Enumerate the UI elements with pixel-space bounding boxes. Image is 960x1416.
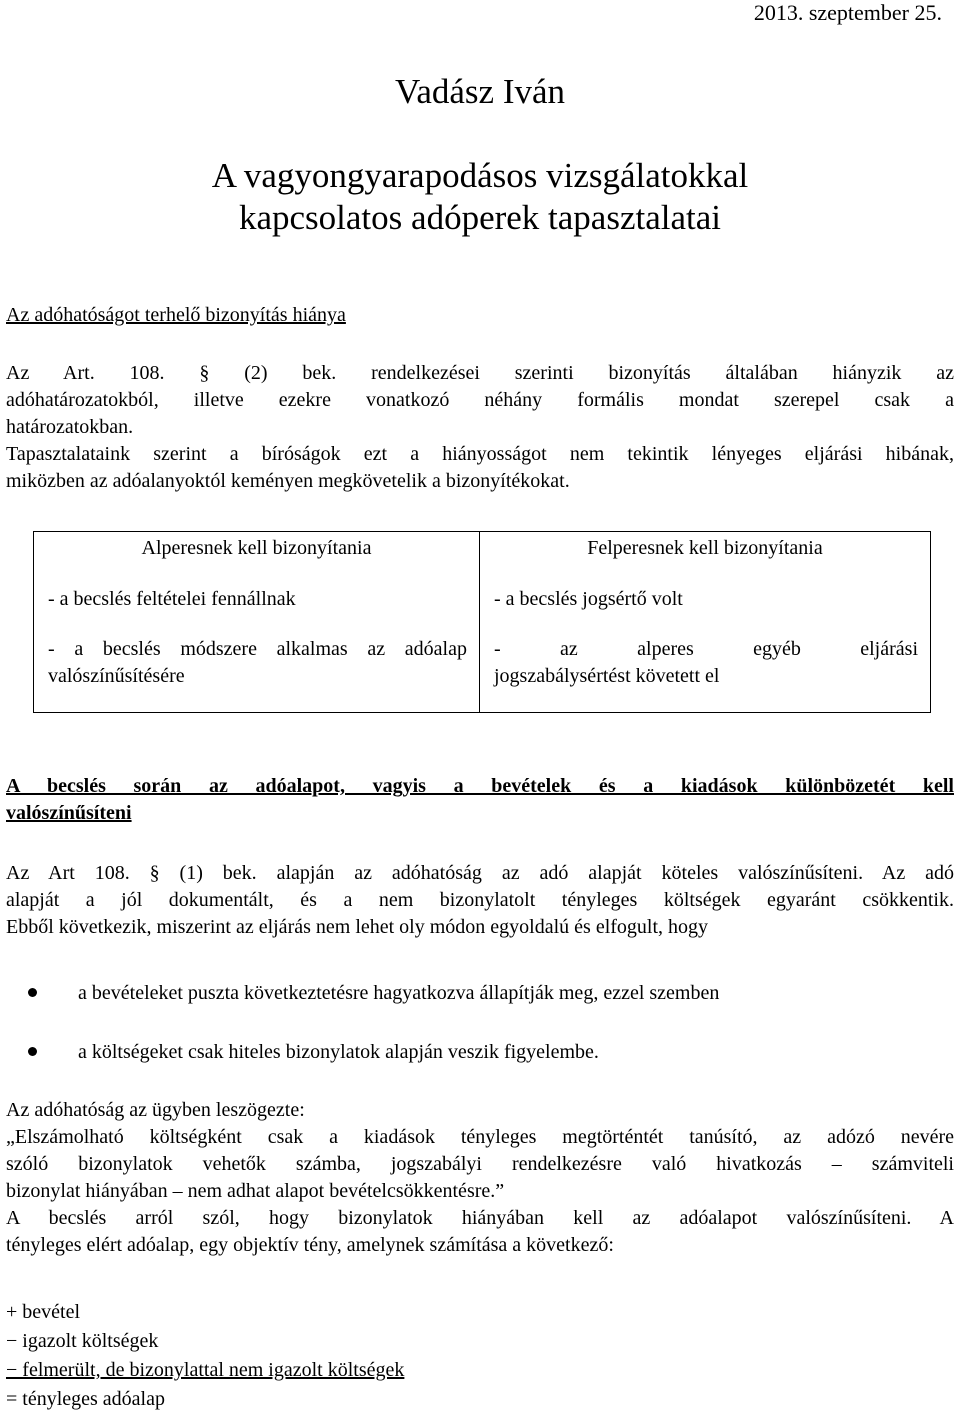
paragraph-line: Tapasztalataink szerint a bíróságok ezt a hiányosságot nem tekintik lényeges eljárási hibának, bbox=[6, 443, 954, 465]
paragraph-line: Az adóhatóság az ügyben leszögezte: bbox=[6, 1099, 305, 1121]
plaintiff-item-2 bbox=[494, 636, 918, 690]
paragraph-art-108-1 bbox=[6, 860, 954, 941]
defendant-item-1: - a becslés feltételei fennállnak bbox=[48, 588, 296, 610]
defendant-item-2 bbox=[48, 636, 467, 690]
list-item-text: a bevételeket puszta következtetésre hagyatkozva állapítják meg, ezzel szemben bbox=[78, 982, 720, 1004]
section-heading-line-1: A becslés során az adóalapot, vagyis a bevételek és a kiadások különbözetét kell bbox=[6, 775, 954, 797]
burden-of-proof-table bbox=[33, 531, 931, 713]
paragraph-line: határozatokban. bbox=[6, 416, 134, 438]
plaintiff-item-1: - a becslés jogsértő volt bbox=[494, 588, 683, 610]
paragraph-art-108 bbox=[6, 360, 954, 495]
formula-line-uncertified-costs: − felmerült, de bizonylattal nem igazolt költségek bbox=[6, 1359, 405, 1381]
tax-base-formula bbox=[6, 1298, 954, 1414]
paragraph-line: tényleges elért adóalap, egy objektív tény, amelynek számítása a következő: bbox=[6, 1234, 614, 1256]
plaintiff-column bbox=[480, 532, 930, 712]
section-heading-burden-of-proof: Az adóhatóságot terhelő bizonyítás hiánya bbox=[6, 304, 346, 326]
document-date: 2013. szeptember 25. bbox=[753, 0, 942, 25]
defendant-column bbox=[34, 532, 480, 712]
paragraph-line: Az Art 108. § (1) bek. alapján az adóhatóság az adó alapját köteles valószínűsíteni. Az adó bbox=[6, 862, 954, 884]
title-line-2: kapcsolatos adóperek tapasztalatai bbox=[238, 198, 721, 237]
paragraph-line: adóhatározatokból, illetve ezekre vonatkozó néhány formális mondat szerepel csak a bbox=[6, 389, 954, 411]
formula-line-certified-costs: − igazolt költségek bbox=[6, 1330, 159, 1352]
formula-line-actual-tax-base: = tényleges adóalap bbox=[6, 1388, 165, 1410]
document-title bbox=[6, 155, 954, 239]
list-item bbox=[28, 1039, 599, 1066]
defendant-column-header: Alperesnek kell bizonyítania bbox=[141, 537, 372, 559]
plaintiff-item-2-line-1: - az alperes egyéb eljárási bbox=[494, 638, 918, 660]
paragraph-line: A becslés arról szól, hogy bizonylatok hiányában kell az adóalapot valószínűsíteni. A bbox=[6, 1207, 954, 1229]
quote-line: „Elszámolható költségként csak a kiadások tényleges megtörténtét tanúsító, az adózó nevére bbox=[6, 1126, 954, 1148]
bullet-icon bbox=[28, 988, 37, 997]
paragraph-line: alapját a jól dokumentált, és a nem bizonylatolt tényleges költségek egyaránt csökkentik. bbox=[6, 889, 954, 911]
paragraph-tax-authority bbox=[6, 1097, 954, 1259]
section-heading-estimation bbox=[6, 773, 954, 827]
defendant-item-2-line-1: - a becslés módszere alkalmas az adóalap bbox=[48, 638, 467, 660]
section-heading-line-2: valószínűsíteni bbox=[6, 802, 132, 824]
formula-line-revenue: + bevétel bbox=[6, 1301, 81, 1323]
paragraph-line: Ebből következik, miszerint az eljárás nem lehet oly módon egyoldalú és elfogult, hogy bbox=[6, 916, 709, 938]
title-line-1: A vagyongyarapodásos vizsgálatokkal bbox=[211, 156, 749, 195]
paragraph-line: Az Art. 108. § (2) bek. rendelkezései szerinti bizonyítás általában hiányzik az bbox=[6, 362, 954, 384]
bullet-icon bbox=[28, 1047, 37, 1056]
plaintiff-column-header: Felperesnek kell bizonyítania bbox=[587, 537, 823, 559]
list-item-text: a költségeket csak hiteles bizonylatok alapján veszik figyelembe. bbox=[78, 1041, 599, 1063]
author-name: Vadász Iván bbox=[394, 72, 566, 111]
quote-line: szóló bizonylatok vehetők számba, jogszabályi rendelkezésre való hivatkozás – számviteli bbox=[6, 1153, 954, 1175]
defendant-item-2-line-2: valószínűsítésére bbox=[48, 665, 185, 687]
paragraph-line: miközben az adóalanyoktól keményen megkövetelik a bizonyítékokat. bbox=[6, 470, 570, 492]
list-item bbox=[28, 980, 719, 1007]
quote-line: bizonylat hiányában – nem adhat alapot bevételcsökkentésre.” bbox=[6, 1180, 505, 1202]
plaintiff-item-2-line-2: jogszabálysértést követett el bbox=[494, 665, 720, 687]
